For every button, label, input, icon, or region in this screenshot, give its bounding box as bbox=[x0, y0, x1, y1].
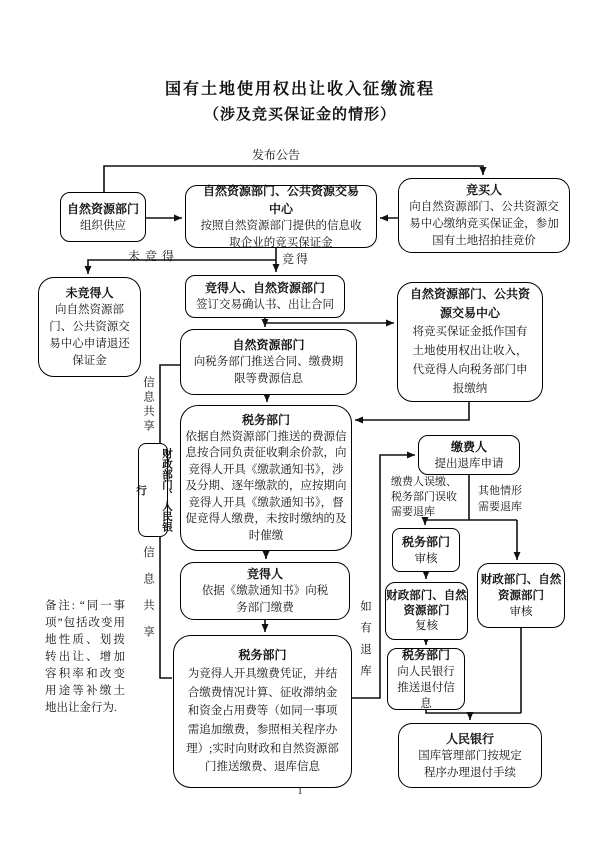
document-title: 国有土地使用权出让收入征缴流程 bbox=[164, 81, 435, 98]
box-title: 未竞得人 bbox=[65, 286, 114, 300]
box-title: 竞买人 bbox=[465, 183, 502, 197]
box-title: 自然资源部门 bbox=[66, 201, 139, 216]
box-title: 税务部门 bbox=[401, 534, 450, 549]
box-title: 税务部门 bbox=[401, 647, 450, 662]
box-body: 签订交易确认书、出让合同 bbox=[196, 299, 334, 311]
box-body: 国库管理部门按规定程序办理退付手续 bbox=[418, 749, 522, 779]
box-tax-push-refund-info bbox=[387, 648, 465, 710]
box-payer-refund-request bbox=[418, 435, 520, 475]
box-body: 审核 bbox=[509, 605, 533, 618]
box-body: 依据《缴款通知书》向税务部门缴费 bbox=[201, 585, 329, 614]
box-tax-collection bbox=[180, 405, 352, 551]
box-winner-pay bbox=[180, 562, 350, 620]
box-title: 缴费人 bbox=[450, 439, 487, 454]
label-refund-case-mistake: 缴费人误缴、税务部门误收需要退库 bbox=[391, 476, 457, 518]
label-info-share-bottom: 信息共享 bbox=[142, 546, 154, 652]
box-body: 向税务部门推送合同、缴费期限等费源信息 bbox=[193, 356, 344, 385]
box-body: 按照自然资源部门提供的信息收取企业的竞买保证金 bbox=[200, 219, 362, 249]
box-title: 自然资源部门、公共资源交易中心 bbox=[409, 287, 530, 320]
box-body: 向自然资源部门、公共资源交易中心申请退还保证金 bbox=[49, 304, 130, 367]
note-remark: 备注: “同一事项”包括改变用地性质、划拨转出让、增加容积率和改变用途等补缴土地出让金行为. bbox=[45, 600, 125, 714]
box-title: 财政部门、人民银行 bbox=[135, 448, 172, 532]
box-title: 人民银行 bbox=[445, 731, 494, 746]
box-collect-deposit bbox=[185, 185, 377, 248]
box-fiscal-resources-review bbox=[385, 582, 468, 640]
box-bidder bbox=[398, 178, 570, 253]
label-publish-notice: 发布公告 bbox=[251, 148, 300, 162]
box-title: 竞得人、自然资源部门 bbox=[204, 281, 325, 295]
box-body: 提出退库申请 bbox=[434, 457, 504, 470]
box-title: 竞得人 bbox=[246, 567, 283, 581]
box-body: 依据自然资源部门推送的费源信息按合同负责征收剩余价款，向竞得人开具《缴款通知书》，涉及分期、逐年缴款的，应按期向竞得人开具《缴款通知书》，督促竞得人缴费，未按时缴纳的及时催缴 bbox=[185, 431, 347, 542]
label-not-won: 未竞得 bbox=[128, 249, 180, 263]
box-natural-resources-organize bbox=[60, 192, 146, 242]
box-body: 向自然资源部门、公共资源交易中心缴纳竞买保证金，参加国有土地招拍挂竞价 bbox=[409, 201, 559, 247]
box-fiscal-resources-audit bbox=[477, 563, 565, 628]
box-body: 向人民银行推送退付信息 bbox=[397, 665, 455, 710]
box-fiscal-peoples-bank bbox=[135, 443, 172, 537]
box-body: 审核 bbox=[414, 552, 438, 565]
label-if-refund: 如有退库 bbox=[359, 600, 371, 686]
box-losing-bidder-refund bbox=[38, 277, 141, 377]
box-peoples-bank-refund bbox=[398, 723, 542, 788]
box-title: 财政部门、自然资源部门 bbox=[480, 573, 562, 602]
label-refund-case-other: 其他情形需要退库 bbox=[478, 485, 522, 513]
box-title: 税务部门 bbox=[241, 413, 290, 428]
box-tax-audit bbox=[392, 528, 460, 572]
page-number: 1 bbox=[297, 786, 303, 797]
box-title: 财政部门、自然资源部门 bbox=[386, 589, 467, 617]
box-body: 将竞买保证金抵作国有土地使用权出让收入，代竞得人向税务部门申报缴纳 bbox=[412, 326, 528, 395]
box-deposit-offset bbox=[397, 282, 543, 402]
box-title: 自然资源部门、公共资源交易中心 bbox=[202, 183, 359, 216]
box-tax-issue-receipt bbox=[173, 635, 352, 788]
label-info-share-top: 信息共享 bbox=[142, 376, 154, 434]
box-sign-contract bbox=[185, 275, 345, 318]
label-won: 竞得 bbox=[282, 252, 311, 266]
document-subtitle: （涉及竞买保证金的情形） bbox=[203, 107, 396, 123]
box-body: 组织供应 bbox=[80, 219, 126, 232]
box-push-fee-source-info bbox=[180, 329, 357, 395]
box-body: 为竞得人开具缴费凭证，并结合缴费情况计算、征收滞纳金和资金占用费等（如同一事项需追加缴费，参照相关程序办理）;实时向财政和自然资源部门推送缴费、退库信息 bbox=[186, 668, 339, 774]
box-title: 自然资源部门 bbox=[232, 338, 305, 352]
box-title: 税务部门 bbox=[238, 648, 287, 663]
box-body: 复核 bbox=[415, 619, 438, 632]
